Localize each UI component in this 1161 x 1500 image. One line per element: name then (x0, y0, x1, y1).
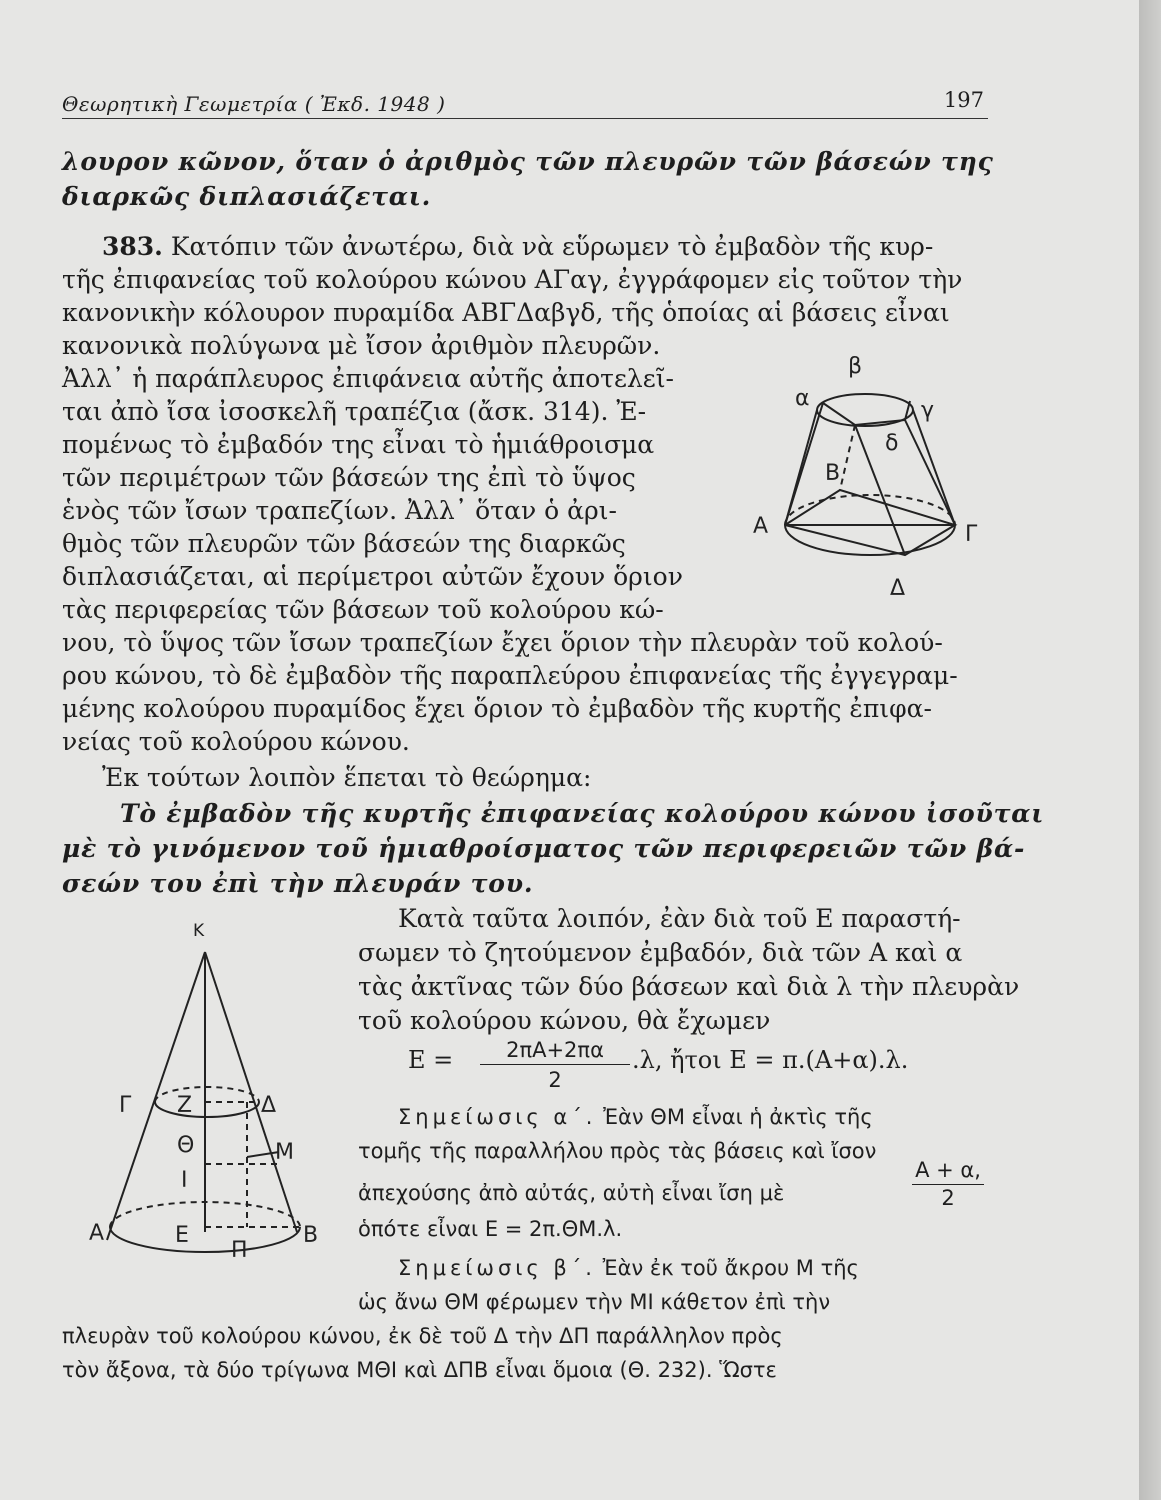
label-K: Κ (193, 921, 205, 941)
label-B: Β (825, 461, 841, 486)
note-b-line2: ὡς ἄνω ΘΜ φέρωμεν τὴν ΜΙ κάθετον ἐπὶ τὴν (358, 1290, 831, 1314)
cone-figure (85, 912, 335, 1267)
label-alpha: α (795, 386, 810, 411)
edge-aA (785, 403, 823, 525)
paragraph-line: τὰς περιφερείας τῶν βάσεων τοῦ κολούρου κώ- (62, 595, 664, 624)
paragraph-line: κανονικὴν κόλουρον πυραμίδα ΑΒΓΔαβγδ, τῆς ὁποίας αἱ βάσεις εἶναι (62, 298, 950, 327)
note-a-line1 (398, 1100, 873, 1134)
note-b-text: Ἐὰν ἐκ τοῦ ἄκρου Μ τῆς (602, 1256, 859, 1280)
paragraph-line: πομένως τὸ ἐμβαδόν της εἶναι τὸ ἡμιάθροισμα (62, 430, 655, 459)
paragraph-line: ρου κώνου, τὸ δὲ ἐμβαδὸν τῆς παραπλεύρου ἐπιφανείας τῆς ἐγγεγραμ- (62, 661, 958, 690)
label-Delta: Δ (261, 1093, 277, 1118)
bottom-polygon (785, 490, 955, 555)
label-I: Ι (181, 1168, 188, 1193)
right-generator (913, 410, 955, 525)
derivation-line: τὰς ἀκτῖνας τῶν δύο βάσεων καὶ διὰ λ τὴν πλευρὰν (358, 972, 1020, 1001)
note-a-text: Ἐὰν ΘΜ εἶναι ἡ ἀκτὶς τῆς (603, 1105, 873, 1129)
theorem-line: σεών του ἐπὶ τὴν πλευράν του. (62, 869, 534, 898)
note-b-line3: πλευρὰν τοῦ κολούρου κώνου, ἐκ δὲ τοῦ Δ τὴν ΔΠ παράλληλον πρὸς (62, 1324, 783, 1348)
section-number: 383. (102, 232, 163, 261)
label-D: Δ (890, 576, 906, 601)
upper-section-back (155, 1087, 259, 1102)
paragraph-line: τῆς ἐπιφανείας τοῦ κολούρου κώνου ΑΓαγ, ἐγγράφομεν εἰς τοῦτον τὴν (62, 265, 963, 294)
formula-rest: .λ, ἤτοι Ε = π.(Α+α).λ. (632, 1046, 909, 1074)
label-Beta: Β (303, 1223, 319, 1248)
paragraph-line: ται ἀπὸ ἴσα ἰσοσκελῆ τραπέζια (ἄσκ. 314). Ἐ- (62, 397, 647, 426)
formula-denominator: 2 (548, 1068, 562, 1092)
running-title: Θεωρητικὴ Γεωμετρία ( Ἐκδ. 1948 ) (62, 92, 446, 116)
cone-right-side (205, 952, 297, 1232)
note-a-frac-den: 2 (941, 1186, 955, 1210)
edge-dG (905, 420, 955, 525)
note-a-line3: ἀπεχούσης ἀπὸ αὐτάς, αὐτὴ εἶναι ἴση μὲ (358, 1181, 785, 1205)
theorem-line: μὲ τὸ γινόμενον τοῦ ἡμιαθροίσματος τῶν περιφερειῶν τῶν βά- (62, 834, 1026, 863)
formula-numerator: 2πΑ+2πα (480, 1036, 630, 1065)
page-number: 197 (943, 88, 984, 112)
intro-line: διαρκῶς διπλασιάζεται. (62, 182, 432, 211)
paragraph-line: νείας τοῦ κολούρου κώνου. (62, 727, 410, 756)
paragraph-line: ἑνὸς τῶν ἴσων τραπεζίων. Ἀλλ᾽ ὅταν ὁ ἀρι- (62, 496, 617, 525)
note-b-line4: τὸν ἄξονα, τὰ δύο τρίγωνα ΜΘΙ καὶ ΔΠΒ εἶναι ὅμοια (Θ. 232). Ὥστε (62, 1358, 777, 1382)
label-delta-small: δ (885, 431, 899, 456)
derivation-line: Κατὰ ταῦτα λοιπόν, ἐὰν διὰ τοῦ Ε παραστή- (398, 904, 961, 933)
edge-bB (840, 425, 855, 490)
paragraph-line: Ἀλλ᾽ ἡ παράπλευρος ἐπιφάνεια αὐτῆς ἀποτελεῖ- (62, 364, 674, 393)
note-b-line1 (398, 1251, 859, 1285)
frustum-figure (745, 345, 995, 610)
paragraph-line: διπλασιάζεται, αἱ περίμετροι αὐτῶν ἔχουν ὅριον (62, 562, 683, 591)
paragraph-line: κανονικὰ πολύγωνα μὲ ἴσον ἀριθμὸν πλευρῶν. (62, 331, 661, 360)
label-A: Α (753, 514, 769, 539)
note-b-label: Σημείωσις β΄. (398, 1256, 596, 1280)
label-Alpha: Α (89, 1221, 105, 1246)
paragraph-line: τῶν περιμέτρων τῶν βάσεών της ἐπὶ τὸ ὕψος (62, 463, 636, 492)
note-a-line4: ὁπότε εἶναι Ε = 2π.ΘΜ.λ. (358, 1217, 623, 1241)
label-gamma: γ (921, 398, 935, 423)
label-Z: Ζ (177, 1093, 193, 1118)
paragraph-line: Ἐκ τούτων λοιπὸν ἕπεται τὸ θεώρημα: (102, 763, 592, 792)
label-Gamma: Γ (119, 1093, 132, 1118)
label-Pi: Π (231, 1238, 248, 1263)
label-beta: β (848, 354, 863, 379)
top-polygon (823, 401, 910, 425)
paragraph-line: θμὸς τῶν πλευρῶν τῶν βάσεών της διαρκῶς (62, 529, 626, 558)
paragraph-line: μένης κολούρου πυραμίδος ἔχει ὅριον τὸ ἐμβαδὸν τῆς κυρτῆς ἐπιφα- (62, 694, 932, 723)
label-M: Μ (275, 1140, 294, 1165)
note-a-line2: τομῆς τῆς παραλλήλου πρὸς τὰς βάσεις καὶ ἴσον (358, 1139, 877, 1163)
label-E: Ε (175, 1223, 189, 1248)
section-text: Κατόπιν τῶν ἀνωτέρω, διὰ νὰ εὕρωμεν τὸ ἐμβαδὸν τῆς κυρ- (170, 232, 934, 261)
page-edge (1139, 0, 1161, 1500)
section-first-line (102, 230, 933, 264)
label-Theta: Θ (177, 1133, 195, 1158)
intro-line: λουρον κῶνον, ὅταν ὁ ἀριθμὸς τῶν πλευρῶν τῶν βάσεών της (62, 147, 994, 176)
upper-section-front (155, 1102, 259, 1117)
note-a-frac-num: Α + α, (912, 1156, 984, 1185)
label-G: Γ (965, 522, 978, 547)
page-header (62, 88, 988, 119)
derivation-line: σωμεν τὸ ζητούμενον ἐμβαδόν, διὰ τῶν Α καὶ α (358, 938, 963, 967)
paragraph-line: νου, τὸ ὕψος τῶν ἴσων τραπεζίων ἔχει ὅριον τὴν πλευρὰν τοῦ κολού- (62, 628, 943, 657)
derivation-line: τοῦ κολούρου κώνου, θὰ ἔχωμεν (358, 1006, 771, 1035)
note-a-label: Σημείωσις α΄. (398, 1105, 597, 1129)
formula-lhs: Ε = (408, 1046, 454, 1074)
theorem-line: Τὸ ἐμβαδὸν τῆς κυρτῆς ἐπιφανείας κολούρου κώνου ἰσοῦται (120, 799, 1045, 828)
